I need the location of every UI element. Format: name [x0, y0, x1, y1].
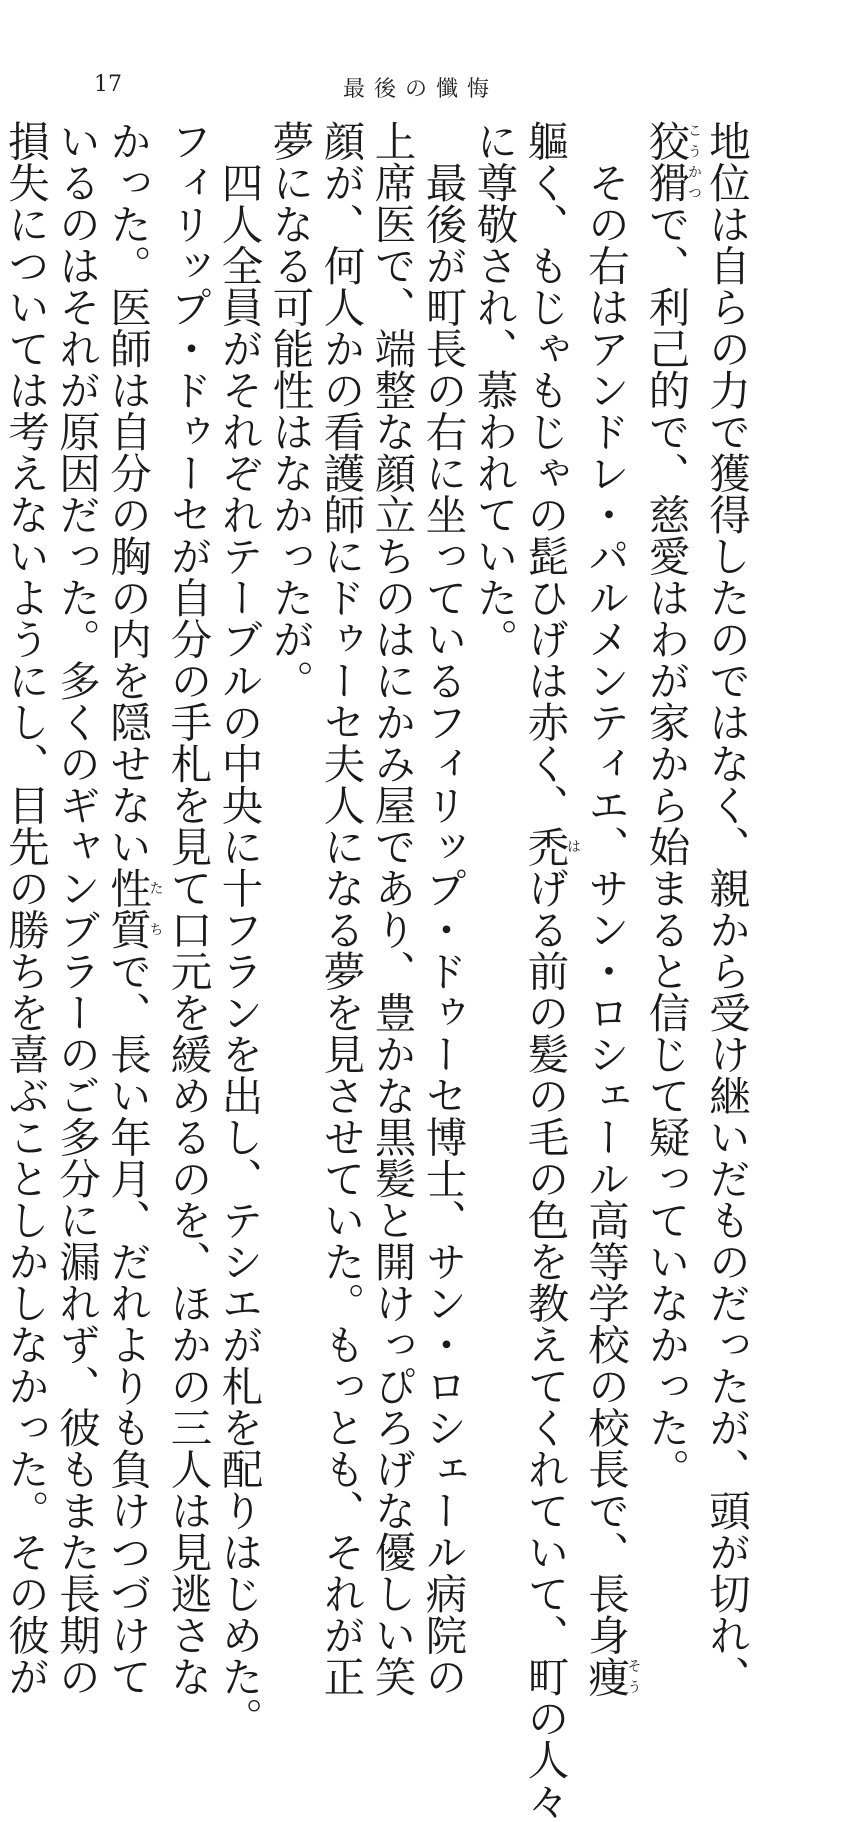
text-column: 最後が町長の右に坐っているフィリップ・ドゥーセ博士、サン・ロシェール病院の	[418, 120, 468, 1697]
furigana: 痩そう	[581, 1655, 642, 1697]
text-column: に尊敬され、慕われていた。	[469, 120, 519, 660]
furigana: 狡猾こうかつ	[641, 120, 702, 203]
text-column: 地位は自らの力で獲得したのではなく、親から受け継いだものだったが、頭が切れ、	[702, 120, 751, 1697]
text-column: 顔が、何人かの看護師にドゥーセ夫人になる夢を見させていた。もっとも、それが正	[316, 120, 366, 1697]
body-text	[1, 120, 752, 1822]
text-column: フィリップ・ドゥーセが自分の手札を見て口元を緩めるのを、ほかの三人は見逃さな	[163, 120, 213, 1697]
text-column: 上席医で、端整な顔立ちのはにかみ屋であり、豊かな黒髪と開けっぴろげな優しい笑	[367, 120, 417, 1697]
text-column: その右はアンドレ・パルメンティエ、サン・ロシェール高等学校の校長で、長身痩そう	[581, 120, 642, 1697]
text-column: 狡猾こうかつで、利己的で、慈愛はわが家から始まると信じて疑っていなかった。	[641, 120, 702, 1490]
page-number: 17	[94, 72, 122, 97]
running-title: 最後の懺悔	[342, 77, 498, 102]
text-column: 夢になる可能性はなかったが。	[265, 120, 315, 701]
text-column: 損失については考えないようにし、目先の勝ちを喜ぶことしかしなかった。その彼が	[1, 120, 50, 1697]
furigana: 禿は	[520, 825, 581, 867]
text-column: いるのはそれが原因だった。多くのギャンブラーのご多分に漏れず、彼もまた長期の	[52, 120, 101, 1697]
text-column: 軀く、もじゃもじゃの髭ひげは赤く、禿はげる前の髪の毛の色を教えてくれていて、町の人々	[520, 120, 581, 1822]
text-column: 四人全員がそれぞれテーブルの中央に十フランを出し、テシエが札を配りはじめた。	[214, 120, 264, 1739]
furigana: 性質たち	[103, 867, 164, 950]
text-column: かった。医師は自分の胸の内を隠せない性質たちで、長い年月、だれよりも負けつづけて	[103, 120, 164, 1697]
